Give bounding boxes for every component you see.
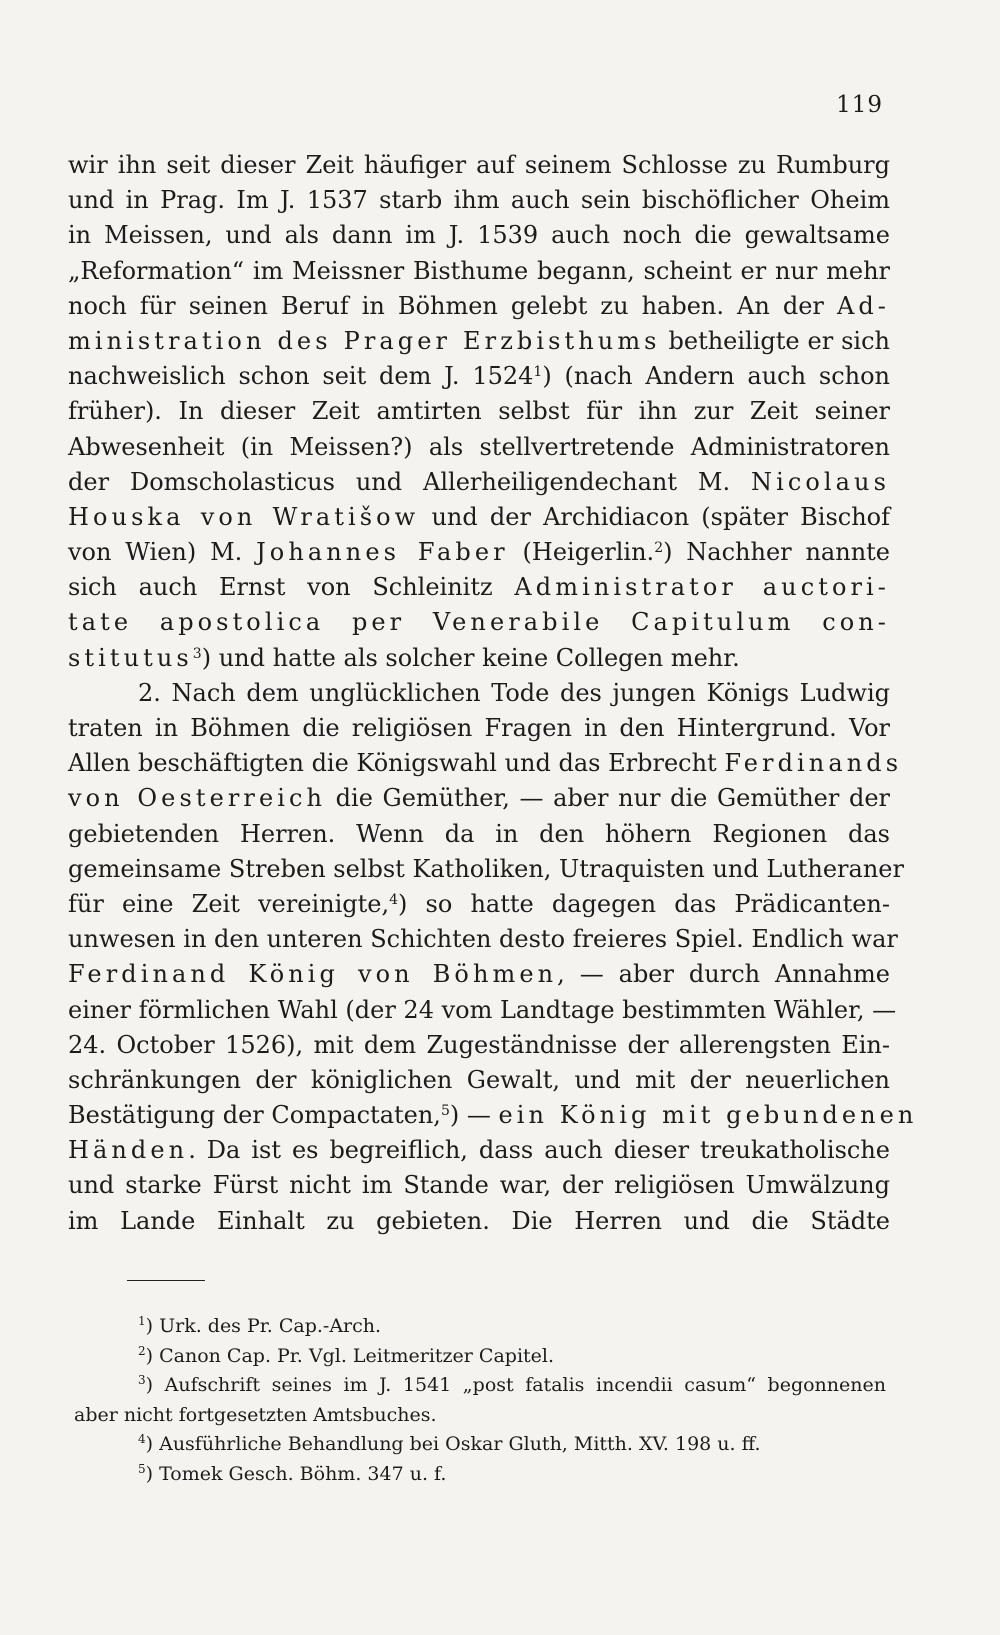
footnote-ref: 4 bbox=[389, 891, 399, 908]
footnote bbox=[74, 1371, 886, 1401]
text-run: noch für seinen Beruf in Böhmen gelebt zu haben. An der bbox=[68, 291, 837, 320]
page-number: 119 bbox=[836, 92, 883, 118]
text-run: ) so hatte dagegen das Prädicanten- bbox=[398, 889, 890, 918]
text-run: (Heigerlin. bbox=[508, 538, 655, 567]
text-run: gemeinsame Streben selbst Katholiken, Utraquisten und Lutheraner bbox=[68, 854, 904, 883]
text-run: und in Prag. Im J. 1537 starb ihm auch sein bischöflicher Oheim bbox=[68, 186, 890, 215]
text-line bbox=[68, 394, 890, 429]
text-run: , — aber durch Annahme bbox=[557, 960, 890, 989]
spaced-text: Ferdinand König von Böhmen bbox=[68, 960, 558, 989]
spaced-text: Ferdinands bbox=[724, 749, 903, 778]
text-run: unwesen in den unteren Schichten desto freieres Spiel. Endlich war bbox=[68, 925, 898, 954]
text-line bbox=[68, 817, 890, 852]
footnote bbox=[74, 1342, 886, 1372]
footnote-marker: 4 bbox=[138, 1432, 146, 1446]
text-line bbox=[68, 641, 890, 676]
text-line bbox=[68, 1133, 890, 1168]
footnotes bbox=[74, 1312, 886, 1489]
text-line bbox=[68, 922, 898, 957]
footnote-marker: 1 bbox=[138, 1314, 146, 1328]
text-line bbox=[68, 676, 890, 711]
footnote-text: ) Canon Cap. Pr. Vgl. Leitmeritzer Capitel. bbox=[145, 1344, 555, 1367]
text-run: von Wien) M. bbox=[68, 538, 257, 567]
footnote-text: ) Urk. des Pr. Cap.-Arch. bbox=[145, 1315, 382, 1337]
footnote-text: ) Aufschrift seines im J. 1541 „post fatalis incendii casum“ begonnenen bbox=[145, 1374, 886, 1396]
spaced-text: Nicolaus bbox=[751, 467, 890, 496]
text-line bbox=[68, 1168, 890, 1203]
text-line bbox=[68, 957, 890, 992]
text-line bbox=[68, 218, 890, 253]
footnote-marker: 2 bbox=[138, 1343, 146, 1358]
text-run: ) und hatte als solcher keine Collegen mehr. bbox=[201, 643, 740, 672]
text-run: . Da ist es begreiflich, dass auch dieser treukatholische bbox=[188, 1136, 890, 1165]
text-line bbox=[68, 535, 890, 570]
text-run: „Reformation“ im Meissner Bisthume begann, scheint er nur mehr bbox=[68, 256, 890, 285]
text-run: gebietenden Herren. Wenn da in den höhern Regionen das bbox=[68, 819, 890, 848]
text-run: in Meissen, und als dann im J. 1539 auch noch die gewaltsame bbox=[68, 221, 890, 250]
footnote-marker: 3 bbox=[138, 1373, 146, 1387]
text-run: traten in Böhmen die religiösen Fragen in den Hintergrund. Vor bbox=[68, 714, 890, 742]
text-line bbox=[68, 324, 890, 359]
text-line bbox=[68, 183, 890, 218]
spaced-text: Händen bbox=[68, 1136, 189, 1165]
text-line bbox=[68, 746, 903, 781]
footnote-ref: 2 bbox=[654, 540, 664, 557]
spaced-text: stitutus bbox=[68, 643, 193, 672]
footnote-text: ) Tomek Gesch. Böhm. 347 u. f. bbox=[145, 1462, 447, 1485]
footnote-ref: 3 bbox=[192, 645, 202, 662]
footnote-ref: 1 bbox=[533, 364, 543, 381]
body-text bbox=[68, 148, 918, 1239]
footnote bbox=[74, 1312, 886, 1342]
text-line bbox=[68, 1098, 918, 1133]
text-line bbox=[68, 430, 890, 465]
text-line bbox=[68, 781, 890, 816]
text-run: ) — bbox=[449, 1101, 499, 1130]
footnote-text: aber nicht fortgesetzten Amtsbuches. bbox=[74, 1403, 437, 1426]
footnote-divider bbox=[127, 1280, 205, 1281]
text-run: Abwesenheit (in Meissen?) als stellvertretende Administratoren bbox=[68, 432, 890, 461]
text-run: 24. October 1526), mit dem Zugeständnisse der allerengsten Ein- bbox=[68, 1030, 890, 1059]
text-run: betheiligte er sich bbox=[660, 326, 891, 355]
text-line bbox=[68, 887, 890, 922]
spaced-text: Houska von Wratišow bbox=[68, 502, 420, 531]
text-line bbox=[68, 500, 890, 535]
footnote-text: ) Ausführliche Behandlung bei Oskar Gluth, Mitth. XV. 198 u. ff. bbox=[145, 1433, 761, 1455]
spaced-text: Johannes Faber bbox=[256, 538, 509, 567]
text-line bbox=[68, 711, 890, 746]
text-run: 2. Nach dem unglücklichen Tode des jungen Königs Ludwig bbox=[138, 678, 890, 707]
footnote-continuation bbox=[74, 1401, 886, 1431]
footnote bbox=[74, 1430, 886, 1460]
text-line bbox=[68, 1028, 890, 1063]
spaced-text: von Oesterreich bbox=[68, 784, 327, 813]
text-line bbox=[68, 289, 890, 324]
text-line bbox=[68, 148, 890, 183]
text-line bbox=[68, 1063, 890, 1098]
spaced-text: Administrator auctori- bbox=[514, 573, 890, 602]
text-line bbox=[68, 570, 890, 605]
text-run: früher). In dieser Zeit amtirten selbst für ihn zur Zeit seiner bbox=[68, 397, 890, 426]
text-run: wir ihn seit dieser Zeit häufiger auf seinem Schlosse zu Rumburg bbox=[68, 151, 890, 179]
text-run: einer förmlichen Wahl (der 24 vom Landtage bestimmten Wähler, — bbox=[68, 995, 897, 1024]
footnote bbox=[74, 1460, 886, 1490]
spaced-text: tate apostolica per Venerabile Capitulum con- bbox=[68, 608, 890, 637]
spaced-text: ein König mit gebundenen bbox=[498, 1101, 918, 1130]
text-run: ) (nach Andern auch schon bbox=[542, 362, 890, 391]
text-run: ) Nachher nannte bbox=[663, 538, 890, 567]
text-line bbox=[68, 465, 890, 500]
text-run: Allen beschäftigten die Königswahl und das Erbrecht bbox=[68, 749, 725, 778]
text-run: nachweislich schon seit dem J. 1524 bbox=[68, 362, 534, 391]
spaced-text: ministration des Prager Erzbisthums bbox=[68, 326, 661, 355]
text-line bbox=[68, 852, 904, 887]
text-run: schränkungen der königlichen Gewalt, und mit der neuerlichen bbox=[68, 1065, 890, 1094]
footnote-marker: 5 bbox=[138, 1461, 146, 1476]
text-run: für eine Zeit vereinigte, bbox=[68, 889, 390, 918]
text-line bbox=[68, 359, 890, 394]
text-run: Bestätigung der Compactaten, bbox=[68, 1101, 441, 1130]
text-line bbox=[68, 254, 890, 289]
text-run: im Lande Einhalt zu gebieten. Die Herren und die Städte bbox=[68, 1206, 890, 1235]
text-run: und starke Fürst nicht im Stande war, der religiösen Umwälzung bbox=[68, 1171, 890, 1200]
text-run: sich auch Ernst von Schleinitz bbox=[68, 573, 515, 602]
text-run: die Gemüther, — aber nur die Gemüther der bbox=[326, 784, 891, 813]
footnote-ref: 5 bbox=[440, 1103, 450, 1120]
text-line bbox=[68, 993, 897, 1028]
text-run: und der Archidiacon (später Bischof bbox=[419, 502, 890, 531]
text-line bbox=[68, 605, 890, 640]
text-line bbox=[68, 1204, 890, 1239]
spaced-text: Ad- bbox=[836, 291, 890, 320]
text-run: der Domscholasticus und Allerheiligendechant M. bbox=[68, 467, 752, 496]
